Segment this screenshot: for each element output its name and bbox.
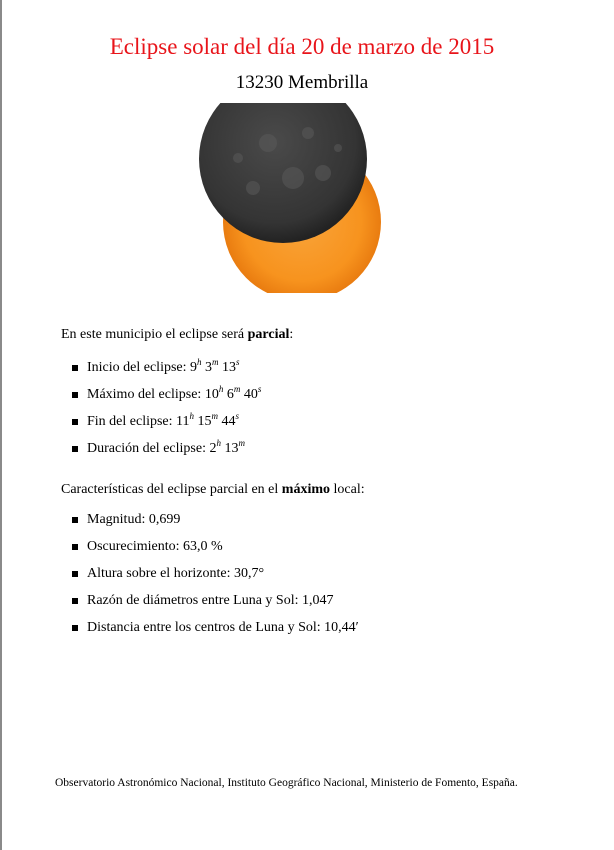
timing-duration xyxy=(72,440,261,467)
characteristics-prefix: Características del eclipse parcial en el xyxy=(61,482,282,497)
eclipse-timings-list xyxy=(72,359,261,467)
timing-start-hours: 9 xyxy=(190,360,198,375)
eclipse-illustration xyxy=(198,103,388,293)
minute-unit: m xyxy=(212,357,219,367)
bullet-icon xyxy=(72,544,78,550)
timing-maximum-label: Máximo del eclipse: xyxy=(87,387,205,402)
diameter-ratio-text: Razón de diámetros entre Luna y Sol: 1,047 xyxy=(87,593,334,608)
characteristics-list xyxy=(72,511,359,646)
characteristics-intro xyxy=(61,482,365,498)
page-border xyxy=(0,0,2,850)
bullet-icon xyxy=(72,571,78,577)
bullet-icon xyxy=(72,392,78,398)
minute-unit: m xyxy=(238,438,245,448)
minute-unit: m xyxy=(233,384,241,394)
timing-maximum-hours: 10 xyxy=(204,387,219,402)
hour-unit: h xyxy=(189,411,195,421)
timing-start-seconds: 13 xyxy=(222,360,237,375)
bullet-icon xyxy=(72,625,78,631)
altitude-item xyxy=(72,565,359,592)
center-distance-item xyxy=(72,619,359,646)
altitude-text: Altura sobre el horizonte: 30,7° xyxy=(87,566,265,581)
timing-maximum xyxy=(72,386,261,413)
eclipse-type-suffix: : xyxy=(289,327,294,342)
footer-credits: Observatorio Astronómico Nacional, Instituto Geográfico Nacional, Ministerio de Fomento, España. xyxy=(55,777,518,789)
timing-maximum-minutes: 6 xyxy=(226,387,234,402)
magnitude-item xyxy=(72,511,359,538)
page-title: Eclipse solar del día 20 de marzo de 2015 xyxy=(109,34,495,59)
duration-hours: 2 xyxy=(209,441,217,456)
obscuration-text: Oscurecimiento: 63,0 % xyxy=(87,539,223,554)
obscuration-item xyxy=(72,538,359,565)
eclipse-type-intro xyxy=(61,327,293,343)
timing-start-minutes: 3 xyxy=(205,360,213,375)
bullet-icon xyxy=(72,517,78,523)
bullet-icon xyxy=(72,365,78,371)
second-unit: s xyxy=(236,357,240,367)
location-subtitle: 13230 Membrilla xyxy=(235,72,369,93)
duration-minutes: 13 xyxy=(224,441,239,456)
bullet-icon xyxy=(72,446,78,452)
hour-unit: h xyxy=(218,384,224,394)
timing-start-label: Inicio del eclipse: xyxy=(87,360,191,375)
hour-unit: h xyxy=(216,438,221,448)
timing-maximum-seconds: 40 xyxy=(243,387,258,402)
diameter-ratio-item xyxy=(72,592,359,619)
timing-end-seconds: 44 xyxy=(221,414,236,429)
magnitude-text: Magnitud: 0,699 xyxy=(87,512,181,527)
timing-end-label: Fin del eclipse: xyxy=(87,414,177,429)
center-distance-text: Distancia entre los centros de Luna y Sol: 10,44′ xyxy=(87,620,359,635)
timing-end-minutes: 15 xyxy=(197,414,212,429)
characteristics-suffix: local: xyxy=(330,482,365,497)
timing-end xyxy=(72,413,261,440)
second-unit: s xyxy=(235,411,240,421)
second-unit: s xyxy=(257,384,262,394)
hour-unit: h xyxy=(197,357,202,367)
duration-label: Duración del eclipse: xyxy=(87,441,210,456)
timing-start xyxy=(72,359,261,386)
characteristics-emphasis: máximo xyxy=(281,482,330,497)
eclipse-type-prefix: En este municipio el eclipse será xyxy=(61,327,248,342)
bullet-icon xyxy=(72,598,78,604)
eclipse-type: parcial xyxy=(247,327,290,342)
minute-unit: m xyxy=(211,411,219,421)
timing-end-hours: 11 xyxy=(176,414,190,429)
bullet-icon xyxy=(72,419,78,425)
